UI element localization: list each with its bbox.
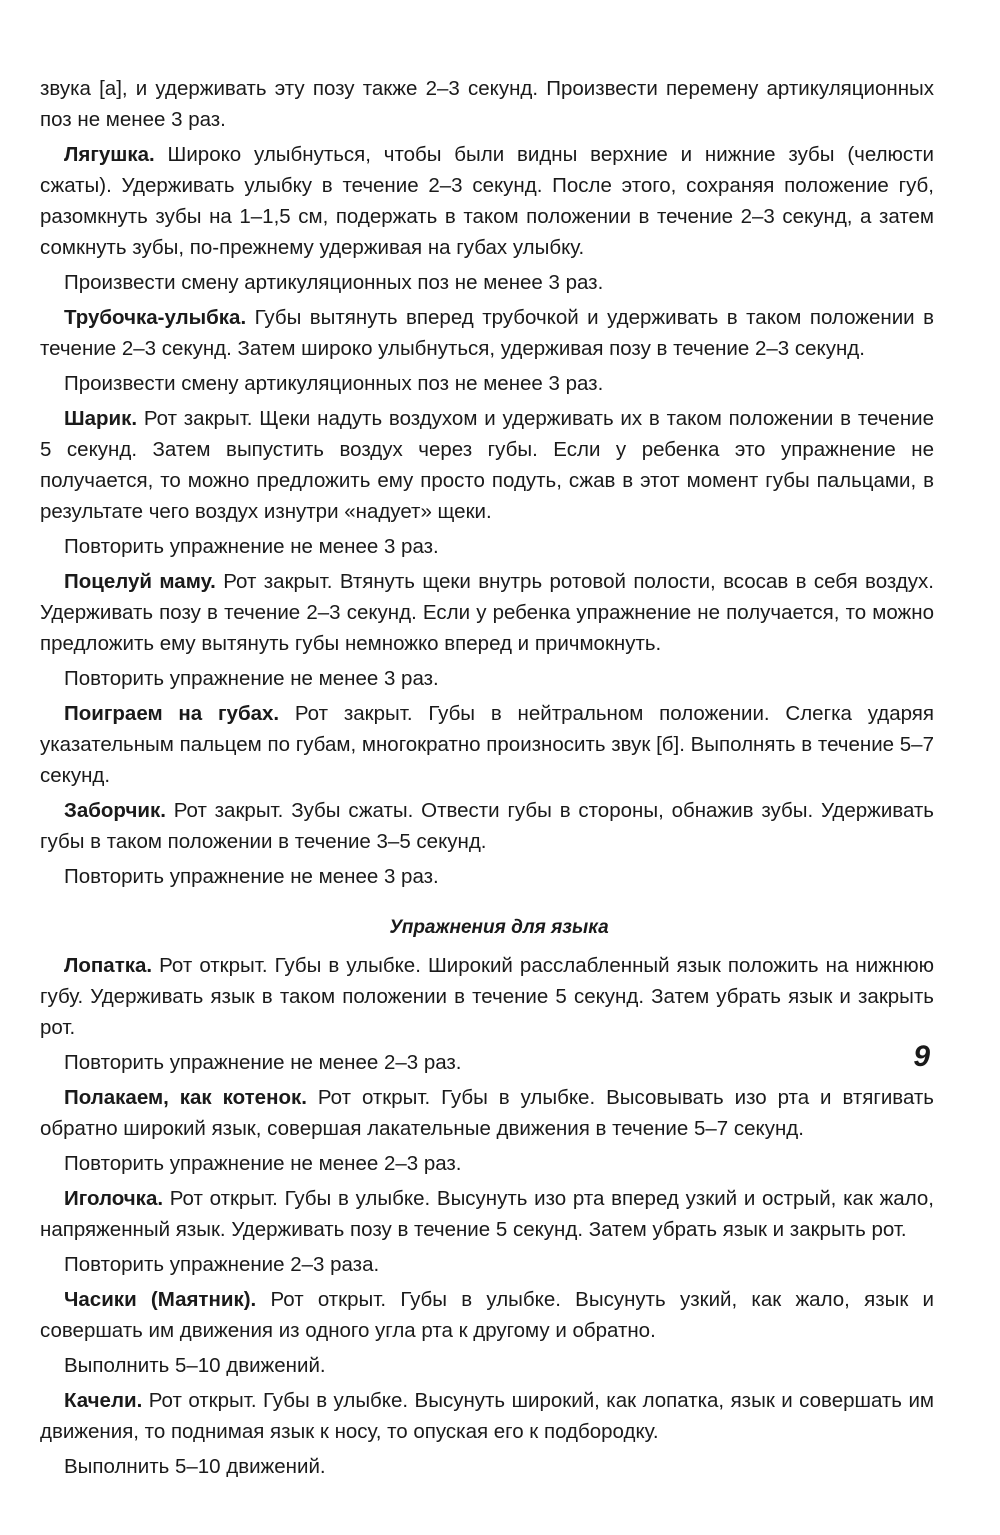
exercise-text: Рот закрыт. Зубы сжаты. Отвести губы в стороны, обнажив зубы. Удерживать губы в таком положении в течение 3–5 секунд. xyxy=(40,799,934,853)
exercise-title: Шарик. xyxy=(64,407,138,430)
exercise-title: Трубочка-улыбка. xyxy=(64,306,247,329)
tongue-exercises xyxy=(40,950,934,1482)
exercise-title: Качели. xyxy=(64,1389,143,1412)
exercise-paragraph xyxy=(40,698,934,791)
exercise-title: Поиграем на губах. xyxy=(64,702,280,725)
intro-paragraph: звука [а], и удерживать эту позу также 2–3 секунд. Произвести перемену артикуляционных поз не менее 3 раз. xyxy=(40,77,934,131)
exercise-title: Лягушка. xyxy=(64,143,155,166)
repeat-note: Повторить упражнение не менее 2–3 раз. xyxy=(64,1152,462,1175)
exercise-paragraph xyxy=(40,1385,934,1447)
repeat-note: Повторить упражнение не менее 2–3 раз. xyxy=(64,1051,462,1074)
exercise-paragraph xyxy=(40,403,934,527)
page-number: 9 xyxy=(913,1040,930,1073)
exercise-paragraph xyxy=(40,795,934,857)
exercise-text: Рот закрыт. Щеки надуть воздухом и удерживать их в таком положении в течение 5 секунд. Затем выпустить воздух через губы. Если у ребенка это упражнение не получается, то можно предложить ему просто подуть, сжав в этот момент губы пальцами, в результате чего воздух изнутри «надует» щеки. xyxy=(40,407,934,523)
exercise-text: Рот открыт. Губы в улыбке. Широкий расслабленный язык положить на нижнюю губу. Удерживать язык в таком положении в течение 5 секунд. Затем убрать язык и закрыть рот. xyxy=(40,954,934,1039)
exercise-text: Рот открыт. Губы в улыбке. Высунуть широкий, как лопатка, язык и совершать им движения, то поднимая язык к носу, то опуская его к подбородку. xyxy=(40,1389,934,1443)
exercise-text: Широко улыбнуться, чтобы были видны верхние и нижние зубы (челюсти сжаты). Удерживать улыбку в течение 2–3 секунд. После этого, сохраняя положение губ, разомкнуть зубы на 1–1,5 см, подержать в таком положении в течение 2–3 секунд, а затем сомкнуть зубы, по-прежнему удерживая на губах улыбку. xyxy=(40,143,934,259)
exercise-text: Рот закрыт. Втянуть щеки внутрь ротовой полости, всосав в себя воздух. Удерживать позу в течение 2–3 секунд. Если у ребенка упражнение не получается, то можно предложить ему вытянуть губы немножко вперед и причмокнуть. xyxy=(40,570,934,655)
repeat-note: Выполнить 5–10 движений. xyxy=(64,1455,326,1478)
exercise-paragraph xyxy=(40,1082,934,1144)
exercise-title: Полакаем, как котенок. xyxy=(64,1086,307,1109)
exercise-title: Иголочка. xyxy=(64,1187,164,1210)
repeat-note: Произвести смену артикуляционных поз не менее 3 раз. xyxy=(64,372,604,395)
exercise-title: Лопатка. xyxy=(64,954,153,977)
exercise-paragraph xyxy=(40,302,934,364)
lips-exercises xyxy=(40,139,934,892)
exercise-title: Часики (Маятник). xyxy=(64,1288,257,1311)
exercise-paragraph xyxy=(40,950,934,1043)
repeat-note: Повторить упражнение не менее 3 раз. xyxy=(64,535,439,558)
exercise-title: Поцелуй маму. xyxy=(64,570,216,593)
exercise-paragraph xyxy=(40,139,934,263)
repeat-note: Повторить упражнение 2–3 раза. xyxy=(64,1253,380,1276)
repeat-note: Произвести смену артикуляционных поз не менее 3 раз. xyxy=(64,271,604,294)
exercise-text: Рот открыт. Губы в улыбке. Высунуть узкий, как жало, язык и совершать им движения из одного угла рта к другому и обратно. xyxy=(40,1288,934,1342)
exercise-paragraph xyxy=(40,1183,934,1245)
exercise-paragraph xyxy=(40,1284,934,1346)
repeat-note: Выполнить 5–10 движений. xyxy=(64,1354,326,1377)
exercise-text: Рот закрыт. Губы в нейтральном положении. Слегка ударяя указательным пальцем по губам, многократно произносить звук [б]. Выполнять в течение 5–7 секунд. xyxy=(40,702,934,787)
repeat-note: Повторить упражнение не менее 3 раз. xyxy=(64,865,439,888)
section-heading: Упражнения для языка xyxy=(389,917,609,938)
exercise-text: Рот открыт. Губы в улыбке. Высовывать изо рта и втягивать обратно широкий язык, совершая лакательные движения в течение 5–7 секунд. xyxy=(40,1086,934,1140)
repeat-note: Повторить упражнение не менее 3 раз. xyxy=(64,667,439,690)
exercise-paragraph xyxy=(40,566,934,659)
exercise-title: Заборчик. xyxy=(64,799,166,822)
exercise-text: Губы вытянуть вперед трубочкой и удерживать в таком положении в течение 2–3 секунд. Затем широко улыбнуться, удерживая позу в течение 2–3 секунд. xyxy=(40,306,934,360)
page-body xyxy=(40,73,934,1482)
exercise-text: Рот открыт. Губы в улыбке. Высунуть изо рта вперед узкий и острый, как жало, напряженный язык. Удерживать позу в течение 5 секунд. Затем убрать язык и закрыть рот. xyxy=(40,1187,934,1241)
